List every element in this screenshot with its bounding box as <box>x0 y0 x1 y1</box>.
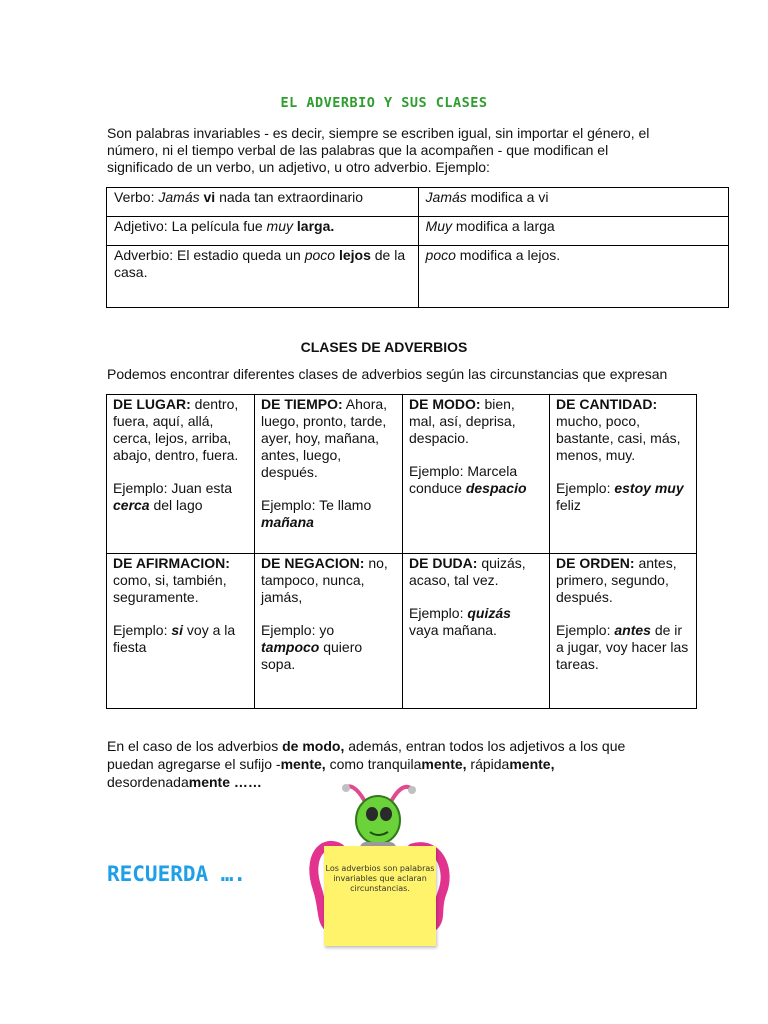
section-title: CLASES DE ADVERBIOS <box>300 339 468 355</box>
table-row <box>107 246 729 308</box>
class-cell-negacion: DE NEGACION: no, tampoco, nunca, jamás, Ejemplo: yo tampoco quiero sopa. <box>255 554 403 709</box>
example-cell: Verbo: Jamás vi nada tan extraordinario <box>107 188 419 217</box>
table-row <box>107 188 729 217</box>
section-lead: Podemos encontrar diferentes clases de adverbios según las circunstancias que expresan <box>107 366 668 382</box>
intro-paragraph: Son palabras invariables - es decir, siempre se escriben igual, sin importar el género, el número, ni el tiempo verbal de las palabras que la acompañen - que modifican el significado de un verbo, un adjetivo, u otro adverbio. Ejemplo: <box>107 125 650 175</box>
class-cell-lugar: DE LUGAR: dentro, fuera, aquí, allá, cerca, lejos, arriba, abajo, dentro, fuera. Ejemplo: Juan esta cerca del lago <box>107 395 255 554</box>
class-cell-modo: DE MODO: bien, mal, así, deprisa, despacio. Ejemplo: Marcela conduce despacio <box>403 395 550 554</box>
example-cell: Adverbio: El estadio queda un poco lejos de la casa. <box>107 246 419 308</box>
table-row <box>107 554 697 709</box>
class-cell-duda: DE DUDA: quizás, acaso, tal vez. Ejemplo: quizás vaya mañana. <box>403 554 550 709</box>
class-cell-afirmacion: DE AFIRMACION: como, si, también, seguramente. Ejemplo: si voy a la fiesta <box>107 554 255 709</box>
note-card: Los adverbios son palabras invariables que aclaran circunstancias. <box>324 846 436 946</box>
example-explanation: Jamás modifica a vi <box>418 188 728 217</box>
example-explanation: poco modifica a lejos. <box>418 246 728 308</box>
classes-table <box>106 394 697 709</box>
page-title: EL ADVERBIO Y SUS CLASES <box>280 95 488 111</box>
recuerda-heading: RECUERDA …. <box>107 862 247 886</box>
example-cell: Adjetivo: La película fue muy larga. <box>107 217 419 246</box>
class-cell-tiempo: DE TIEMPO: Ahora, luego, pronto, tarde, ayer, hoy, mañana, antes, luego, después. Ejemplo: Te llamo mañana <box>255 395 403 554</box>
table-row <box>107 217 729 246</box>
table-row <box>107 395 697 554</box>
mascot-illustration <box>302 778 457 953</box>
outro-paragraph: En el caso de los adverbios de modo, además, entran todos los adjetivos a los que puedan agregarse el sufijo -mente, como tranquilamente, rápidamente, desordenadamente …… <box>107 738 626 790</box>
example-explanation: Muy modifica a larga <box>418 217 728 246</box>
class-cell-cantidad: DE CANTIDAD: mucho, poco, bastante, casi, más, menos, muy. Ejemplo: estoy muy feliz <box>550 395 697 554</box>
class-cell-orden: DE ORDEN: antes, primero, segundo, después. Ejemplo: antes de ir a jugar, voy hacer las tareas. <box>550 554 697 709</box>
examples-table <box>106 187 729 308</box>
